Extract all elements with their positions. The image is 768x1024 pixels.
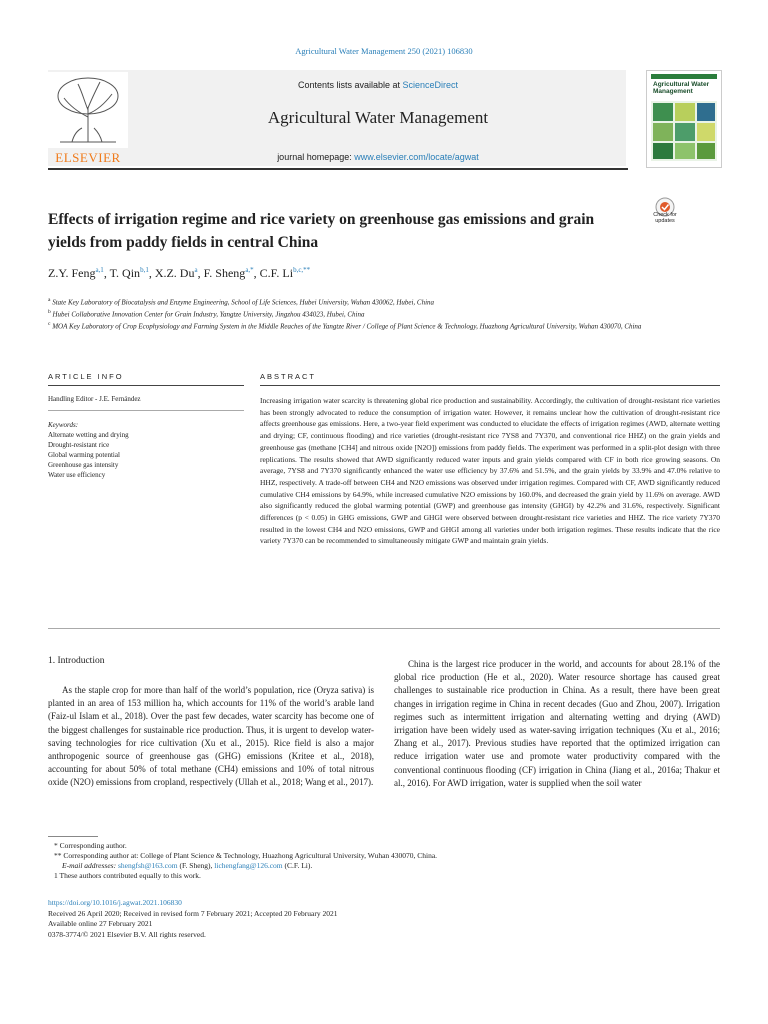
check-for-updates-label[interactable]: Check for updates: [653, 212, 677, 224]
author[interactable]: Z.Y. Feng$^{a,1}$: [48, 266, 104, 280]
abstract-heading: ABSTRACT: [260, 372, 317, 381]
keyword: Greenhouse gas intensity: [48, 461, 119, 469]
available-online: Available online 27 February 2021: [48, 919, 153, 928]
email-link[interactable]: lichengfang@126.com: [214, 861, 283, 870]
received-dates: Received 26 April 2020; Received in revised form 7 February 2021; Accepted 20 February 2021: [48, 908, 338, 918]
cover-top-bar: [651, 74, 717, 79]
author[interactable]: C.F. $Li^{b,c,**}$: [259, 266, 311, 280]
keyword: Alternate wetting and drying: [48, 431, 129, 439]
publisher-name: ELSEVIER: [55, 150, 121, 165]
sciencedirect-link[interactable]: ScienceDirect: [402, 80, 459, 90]
affiliation-c: $^c$ MOA Key Laboratory of Crop Ecophysiology and Farming System in the Middle Reaches of the Yangtze River / College of Plant Science & Technology, Huazhong Agricultural University, Wuhan 430070, China: [48, 321, 642, 331]
keyword: Drought-resistant rice: [48, 441, 110, 449]
author-list: Z.Y. Feng$^{a,1}$, T. Qin$^{b,1}$, X.Z. Du$^a$, F. Sheng$^{a,*}$, C.F. $Li^{b,c,**}$: [48, 266, 311, 280]
copyright: 0378-3774/© 2021 Elsevier B.V. All rights reserved.: [48, 929, 206, 939]
cover-art-image: [651, 101, 717, 161]
affiliation-b: $^b$ Hubei Collaborative Innovation Center for Grain Industry, Yangtze University, Jingzhou 434023, Hubei, China: [48, 309, 365, 319]
intro-left-column: [48, 684, 374, 790]
footnote-equal-contribution: 1 These authors contributed equally to this work.: [54, 871, 201, 880]
article-meta: [48, 898, 728, 940]
article-info-rule: [48, 385, 244, 386]
doi-link[interactable]: https://doi.org/10.1016/j.agwat.2021.106830: [48, 898, 182, 907]
contents-line: Contents lists available at ScienceDirect: [297, 80, 459, 90]
footnote-corresponding: * Corresponding author.: [54, 841, 127, 850]
intro-paragraph: As the staple crop for more than half of the world’s population, rice (Oryza sativa) is planted in an area of 153 million ha, which accounts for 11% of the world’s arable land (Faiz-ul Islam et al., 2018). Over the past few decades, water scarcity has become one of the biggest challenges for sustainable rice production. Thus, it is urgent to develop water-saving technologies for rice cultivation (Xu et al., 2015). Rice field is also a major anthropogenic source of greenhouse gas (GHG) emissions (Kritee et al., 2018), accounting for about 50% of total methane (CH4) emissions and 10% of total nitrous oxide (N2O) emissions from cropland, respectively (Ullah et al., 2018; Wang et al., 2017).: [48, 685, 374, 788]
section-heading-introduction: 1. Introduction: [48, 656, 105, 666]
keyword: Water use efficiency: [48, 471, 106, 479]
author[interactable]: F. Sheng$^{a,*}$: [203, 266, 254, 280]
author[interactable]: T. Qin$^{b,1}$: [109, 266, 149, 280]
cover-title: Agricultural Water Management: [653, 81, 710, 95]
banner-divider: [48, 168, 628, 170]
journal-cover[interactable]: [646, 70, 722, 168]
intro-right-column: [394, 658, 720, 790]
article-info-heading: ARTICLE INFO: [48, 372, 124, 381]
abstract-text: Increasing irrigation water scarcity is threatening global rice production and sustainability. Accordingly, the cultivation of drought-resistant rice varieties has been strongly advocated to reduce the consumption of irrigation water. However, it remains unclear how the cultivation of drought-resistant rice affects greenhouse gas emissions. Here, a two-year field experiment was conducted to elucidate the effects of irrigation regimes (AWD, alternate wetting and drying; CF, continuous flooding) and rice varieties (drought-resistant rice 7YS8 and 7Y370, and conventional rice HHZ) on the grain yields and greenhouse gas (methane [CH4] and nitrous oxide [N2O]) emissions from paddy fields. The experiment was performed in a split-plot design with three replications. The results showed that AWD significantly reduced water inputs and grain yields compared with CF in both rice growing seasons. On average, 7YS8 and 7Y370 significantly enhanced the water use efficiency by 37.6% and 51.5%, and the grain yields by 33.9% and 47.0% relative to HHZ, respectively. A trade-off between CH4 and N2O emissions was observed under irrigation regimes. Compared with CF, AWD significantly reduced cumulative CH4 emissions by 64.9%, while increased cumulative N2O emissions by 160.0%, and decreased the grain yield by 11.6% on average. AWD also significantly reduced the global warming potential (GWP) and greenhouse gas intensity (GHGI) by 42.2% and 31.6%, respectively. Significant differences (p < 0.05) in GHG emissions, GWP and GHGI were observed between drought-resistant rice varieties and HHZ. The rice variety 7Y370 resulted in the lowest CH4 and N2O emissions, GWP and GHGI among all varieties under both irrigation regimes. These results indicate that the rice variety 7Y370 can be recommended to simultaneously mitigate GWP and maintain grain yields.: [260, 396, 720, 546]
keywords-rule: [48, 410, 244, 411]
abstract-bottom-rule: [48, 628, 720, 629]
affiliation-a: $^a$ State Key Laboratory of Biocatalysis and Enzyme Engineering, School of Life Sciences, Hubei University, Wuhan 430062, Hubei, China: [48, 297, 435, 307]
email-link[interactable]: shengfsh@163.com: [117, 861, 178, 870]
keywords-block: [48, 420, 244, 480]
homepage-link[interactable]: www.elsevier.com/locate/agwat: [354, 152, 479, 162]
journal-title: Agricultural Water Management: [267, 108, 489, 127]
footnote-emails: E-mail addresses: shengfsh@163.com (F. Sheng), lichengfang@126.com (C.F. Li).: [62, 861, 313, 870]
handling-editor: Handling Editor - J.E. Fernández: [48, 395, 141, 403]
intro-paragraph: China is the largest rice producer in the world, and accounts for about 28.1% of the global rice production (He et al., 2020). Water resource shortage has caused great challenges to sustainable rice production in China. As a result, there have been great changes in irrigation regime in China in recent decades (Guo and Zhou, 2007). Irrigation regimes such as intermittent irrigation and alternating wetting and drying (AWD) irrigation have been widely used as water-saving irrigation techniques (Xu et al., 2016; Zhang et al., 2017). Previous studies have reported that the optimized irrigation can reduce irrigation water use and promote water productivity compared with the conventional continuous flooding (CF) irrigation in China (Jiang et al., 2016a; Thakur et al., 2016). For AWD irrigation, water is supplied when the soil water: [394, 659, 720, 788]
running-head[interactable]: Agricultural Water Management 250 (2021) 106830: [295, 46, 473, 56]
article-title: Effects of irrigation regime and rice variety on greenhouse gas emissions and grain yields from paddy fields in central China: [48, 211, 595, 251]
footnote-corresponding-2: ** Corresponding author at: College of Plant Science & Technology, Huazhong Agricultural University, Wuhan 430070, China.: [54, 851, 438, 860]
keyword: Global warming potential: [48, 451, 120, 459]
keywords-label: Keywords:: [48, 421, 79, 429]
journal-homepage: journal homepage: www.elsevier.com/locate/agwat: [277, 152, 479, 162]
footnote-rule: [48, 836, 98, 837]
footnotes: [54, 841, 714, 881]
abstract-rule: [260, 385, 720, 386]
author[interactable]: X.Z. Du$^a$: [154, 266, 198, 280]
